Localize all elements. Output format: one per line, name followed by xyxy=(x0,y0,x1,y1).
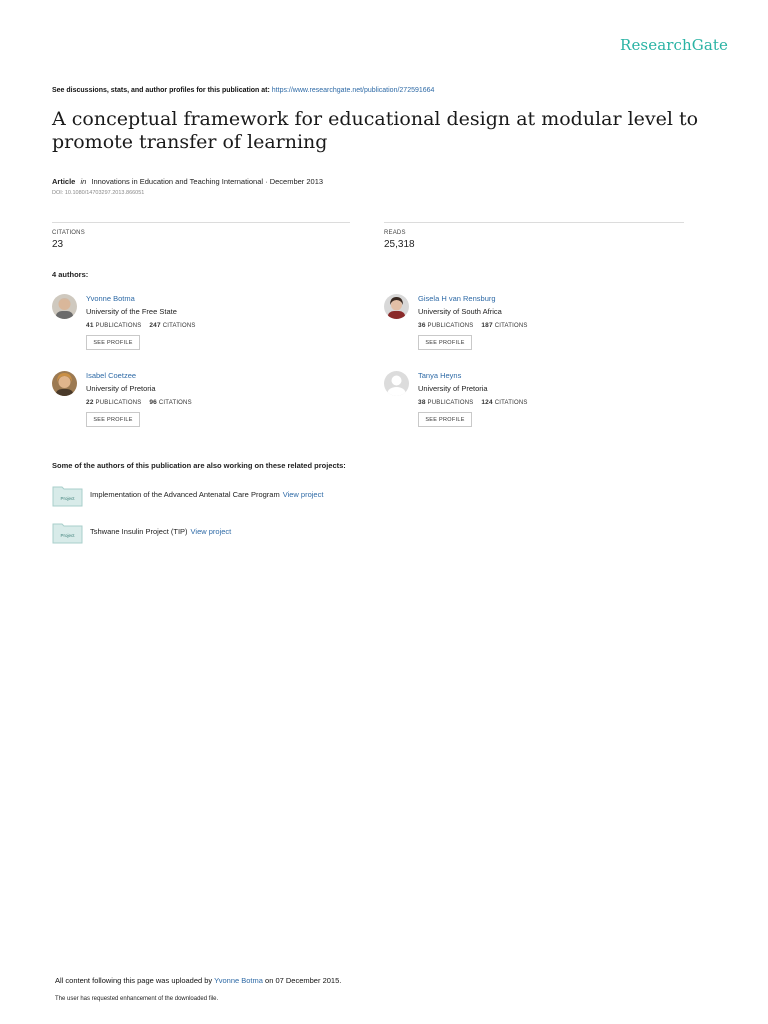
project-item xyxy=(52,522,552,546)
doi-text: DOI: 10.1080/14703297.2013.866051 xyxy=(52,190,145,196)
author-card xyxy=(384,371,684,433)
view-project-link[interactable]: View project xyxy=(282,490,324,499)
author-card xyxy=(384,294,684,356)
author-stats xyxy=(86,322,196,329)
author-card xyxy=(52,294,352,356)
uploader-link[interactable]: Yvonne Botma xyxy=(214,976,263,985)
paper-meta xyxy=(52,177,323,186)
publications-count: 36 xyxy=(418,322,426,329)
in-word: in xyxy=(80,177,87,186)
citations-count: 96 xyxy=(149,399,157,406)
avatar[interactable] xyxy=(384,294,409,319)
citations-count: 124 xyxy=(481,399,493,406)
researchgate-logo[interactable]: ResearchGate xyxy=(620,36,728,54)
upload-notice xyxy=(55,976,341,985)
citations-count: 247 xyxy=(149,322,161,329)
upload-suffix: on 07 December 2015. xyxy=(265,976,342,985)
publications-count: 22 xyxy=(86,399,94,406)
avatar[interactable] xyxy=(52,294,77,319)
author-name-link[interactable]: Gisela H van Rensburg xyxy=(418,294,496,303)
citations-label: CITATIONS xyxy=(162,323,196,329)
publications-count: 38 xyxy=(418,399,426,406)
publications-label: PUBLICATIONS xyxy=(427,323,474,329)
publications-label: PUBLICATIONS xyxy=(427,400,474,406)
upload-prefix: All content following this page was uploaded by xyxy=(55,976,213,985)
author-name-link[interactable]: Yvonne Botma xyxy=(86,294,135,303)
enhancement-note: The user has requested enhancement of the downloaded file. xyxy=(55,996,219,1002)
project-folder-icon xyxy=(52,485,83,507)
author-institution: University of the Free State xyxy=(86,307,177,316)
author-stats xyxy=(86,399,192,406)
author-stats xyxy=(418,399,528,406)
project-folder-icon xyxy=(52,522,83,544)
reads-label: READS xyxy=(384,230,406,236)
project-name: Tshwane Insulin Project (TIP) xyxy=(90,527,188,536)
see-profile-button[interactable]: SEE PROFILE xyxy=(418,335,472,350)
paper-title: A conceptual framework for educational design at modular level to promote transfer of learning xyxy=(52,108,699,153)
citations-label: CITATIONS xyxy=(494,400,528,406)
project-item xyxy=(52,485,552,509)
reads-count: 25,318 xyxy=(384,239,415,250)
author-institution: University of Pretoria xyxy=(418,384,488,393)
citations-label: CITATIONS xyxy=(52,230,85,236)
citations-count: 187 xyxy=(481,322,493,329)
view-project-link[interactable]: View project xyxy=(190,527,232,536)
discussion-notice xyxy=(52,87,434,94)
publication-url-link[interactable]: https://www.researchgate.net/publication/272591664 xyxy=(271,87,435,94)
citations-label: CITATIONS xyxy=(158,400,192,406)
authors-header: 4 authors: xyxy=(52,270,89,279)
see-profile-button[interactable]: SEE PROFILE xyxy=(86,412,140,427)
author-name-link[interactable]: Isabel Coetzee xyxy=(86,371,137,380)
related-projects-header: Some of the authors of this publication are also working on these related projects: xyxy=(52,461,346,470)
journal-venue: Innovations in Education and Teaching International · December 2013 xyxy=(91,177,324,186)
project-text xyxy=(90,490,323,499)
project-text xyxy=(90,527,231,536)
author-stats xyxy=(418,322,528,329)
default-avatar-icon[interactable] xyxy=(384,371,409,396)
divider-citations xyxy=(52,222,350,223)
see-profile-button[interactable]: SEE PROFILE xyxy=(86,335,140,350)
author-institution: University of Pretoria xyxy=(86,384,156,393)
citations-count: 23 xyxy=(52,239,64,250)
author-name-link[interactable]: Tanya Heyns xyxy=(418,371,462,380)
project-icon-label: Project xyxy=(60,533,75,538)
author-card xyxy=(52,371,352,433)
citations-label: CITATIONS xyxy=(494,323,528,329)
author-institution: University of South Africa xyxy=(418,307,502,316)
article-type: Article xyxy=(52,177,76,186)
publications-count: 41 xyxy=(86,322,94,329)
publications-label: PUBLICATIONS xyxy=(95,323,142,329)
publications-label: PUBLICATIONS xyxy=(95,400,142,406)
project-name: Implementation of the Advanced Antenatal Care Program xyxy=(90,490,280,499)
discussion-label: See discussions, stats, and author profiles for this publication at: xyxy=(52,87,270,94)
see-profile-button[interactable]: SEE PROFILE xyxy=(418,412,472,427)
avatar[interactable] xyxy=(52,371,77,396)
divider-reads xyxy=(384,222,684,223)
project-icon-label: Project xyxy=(60,496,75,501)
